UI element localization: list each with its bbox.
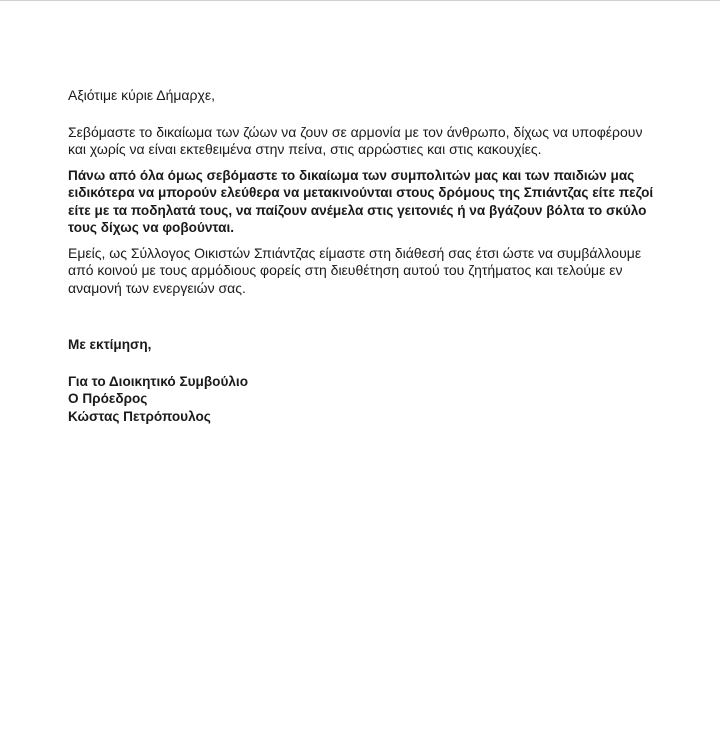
letter-body	[68, 87, 658, 425]
signature-name: Κώστας Πετρόπουλος	[68, 408, 211, 424]
signature-title: Ο Πρόεδρος	[68, 391, 148, 406]
signature-board: Για το Διοικητικό Συμβούλιο	[68, 373, 249, 389]
paragraph-citizens-rights: Πάνω από όλα όμως σεβόμαστε το δικαίωμα των συμπολιτών μας και των παιδιών μας ειδικότερα να μπορούν ελεύθερα να μετακινούνται στους δρόμους της Σπιάντζας είτε πεζοί είτε με τα ποδηλατά τους, να παίζουν ανέμελα στις γειτονιές ή να βγάζουν βόλτα το σκύλο τους δίχως να φοβούνται.	[68, 167, 654, 235]
paragraph-association-offer: Εμείς, ως Σύλλογος Οικιστών Σπιάντζας είμαστε στη διάθεσή σας έτσι ώστε να συμβάλλουμε από κοινού με τους αρμόδιους φορείς στη διευθέτηση αυτού του ζητήματος και τελούμε εν αναμονή των ενεργειών σας.	[68, 244, 642, 296]
paragraph-animals-rights: Σεβόμαστε το δικαίωμα των ζώων να ζουν σε αρμονία με τον άνθρωπο, δίχως να υποφέρουν και χωρίς να είναι εκτεθειμένα στην πείνα, στις αρρώστιες και στις κακουχίες.	[68, 123, 643, 157]
closing: Με εκτίμηση,	[68, 337, 152, 352]
salutation: Αξιότιμε κύριε Δήμαρχε,	[68, 87, 215, 103]
signature-block	[68, 373, 658, 426]
